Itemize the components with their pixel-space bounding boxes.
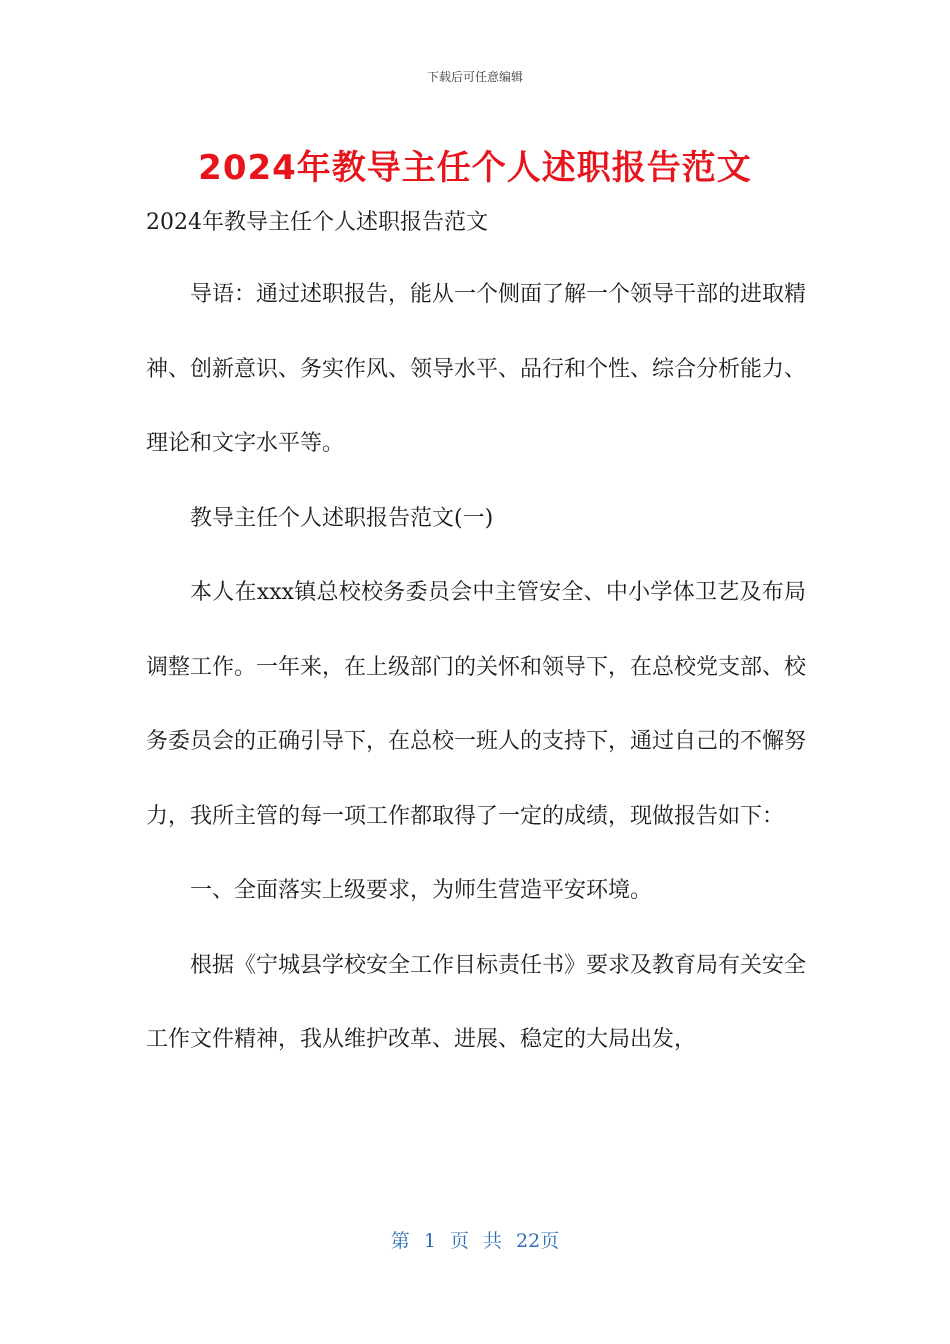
page-number-footer: 第 1 页 共 22页: [390, 1230, 560, 1252]
document-title: 2024年教导主任个人述职报告范文: [198, 148, 752, 188]
header-note: 下载后可任意编辑: [426, 70, 523, 84]
paragraph-continued: 根据《宁城县学校安全工作目标责任书》要求及教育局有关安全工作文件精神，我从维护改革、进展、稳定的大局出发，: [146, 952, 807, 1052]
document-body: [146, 258, 806, 1078]
paragraph-intro: 导语：通过述职报告，能从一个侧面了解一个领导干部的进取精神、创新意识、务实作风、领导水平、品行和个性、综合分析能力、理论和文字水平等。: [146, 282, 807, 456]
paragraph-section-heading: 教导主任个人述职报告范文(一): [190, 505, 494, 531]
paragraph-main: 本人在xxx镇总校校务委员会中主管安全、中小学体卫艺及布局调整工作。一年来，在上级部门的关怀和领导下，在总校党支部、校务委员会的正确引导下，在总校一班人的支持下，通过自己的不懈努力，我所主管的每一项工作都取得了一定的成绩，现做报告如下：: [146, 580, 807, 829]
document-subtitle: 2024年教导主任个人述职报告范文: [146, 210, 488, 235]
paragraph-point-one: 一、全面落实上级要求，为师生营造平安环境。: [190, 878, 653, 903]
